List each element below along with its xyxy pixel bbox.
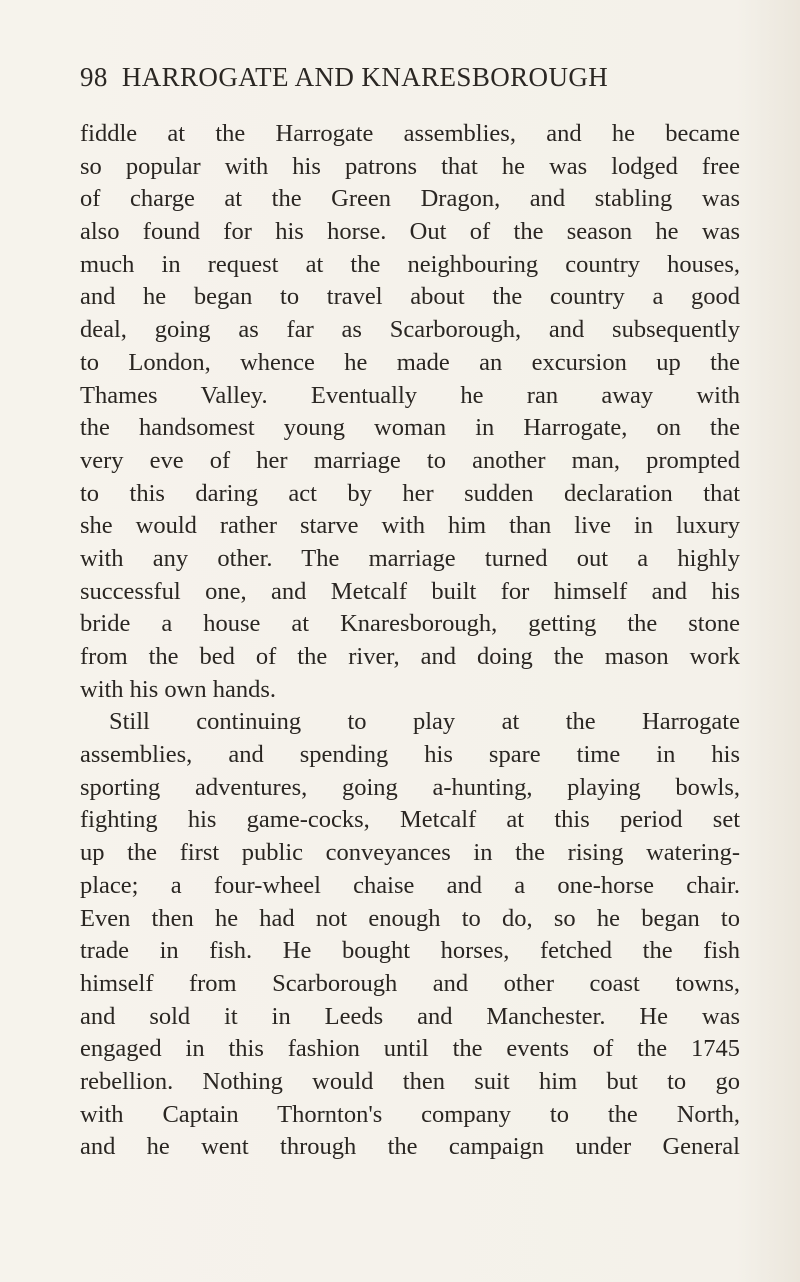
text-line: bride a house at Knaresborough, getting the stone [80,610,740,638]
page-number: 98 [80,62,108,92]
running-head [80,62,740,93]
text-line: successful one, and Metcalf built for himself and his [80,577,740,605]
text-line: with his own hands. [80,675,276,703]
text-line: from the bed of the river, and doing the mason work [80,643,740,670]
text-line: assemblies, and spending his spare time in his [80,741,740,769]
text-line: much in request at the neighbouring country houses, [80,250,740,278]
text-line: so popular with his patrons that he was lodged free [80,152,740,180]
text-line: Even then he had not enough to do, so he began to [80,904,740,932]
text-line: engaged in this fashion until the events of the 1745 [80,1035,740,1063]
text-line: also found for his horse. Out of the season he was [80,218,740,246]
text-line: up the first public conveyances in the rising watering- [80,839,740,867]
text-line: with Captain Thornton's company to the North, [80,1100,740,1128]
paragraph-1 [80,118,740,706]
text-line: sporting adventures, going a-hunting, playing bowls, [80,773,740,801]
text-line: and he went through the campaign under General [80,1133,740,1161]
text-line: deal, going as far as Scarborough, and subsequently [80,316,740,344]
text-line: very eve of her marriage to another man, prompted [80,446,740,474]
text-line: Thames Valley. Eventually he ran away with [80,381,740,409]
text-line: trade in fish. He bought horses, fetched the fish [80,937,740,965]
text-line: fiddle at the Harrogate assemblies, and he became [80,120,740,147]
text-line: place; a four-wheel chaise and a one-horse chair. [80,871,740,899]
text-line: rebellion. Nothing would then suit him but to go [80,1067,740,1095]
text-line: and sold it in Leeds and Manchester. He was [80,1002,740,1030]
paragraph-2 [80,706,740,1164]
text-line: to London, whence he made an excursion up the [80,348,740,376]
running-title: HARROGATE AND KNARESBOROUGH [121,62,609,92]
text-line: the handsomest young woman in Harrogate, on the [80,414,740,442]
text-line: with any other. The marriage turned out a highly [80,544,740,572]
text-line: and he began to travel about the country a good [80,283,740,311]
text-line: Still continuing to play at the Harrogate [109,708,740,736]
text-line: himself from Scarborough and other coast towns, [80,969,740,997]
text-line: she would rather starve with him than live in luxury [80,512,740,540]
text-line: fighting his game-cocks, Metcalf at this period set [80,806,740,834]
text-line: to this daring act by her sudden declaration that [80,479,740,507]
body-text [80,118,740,1164]
text-line: of charge at the Green Dragon, and stabling was [80,185,740,213]
